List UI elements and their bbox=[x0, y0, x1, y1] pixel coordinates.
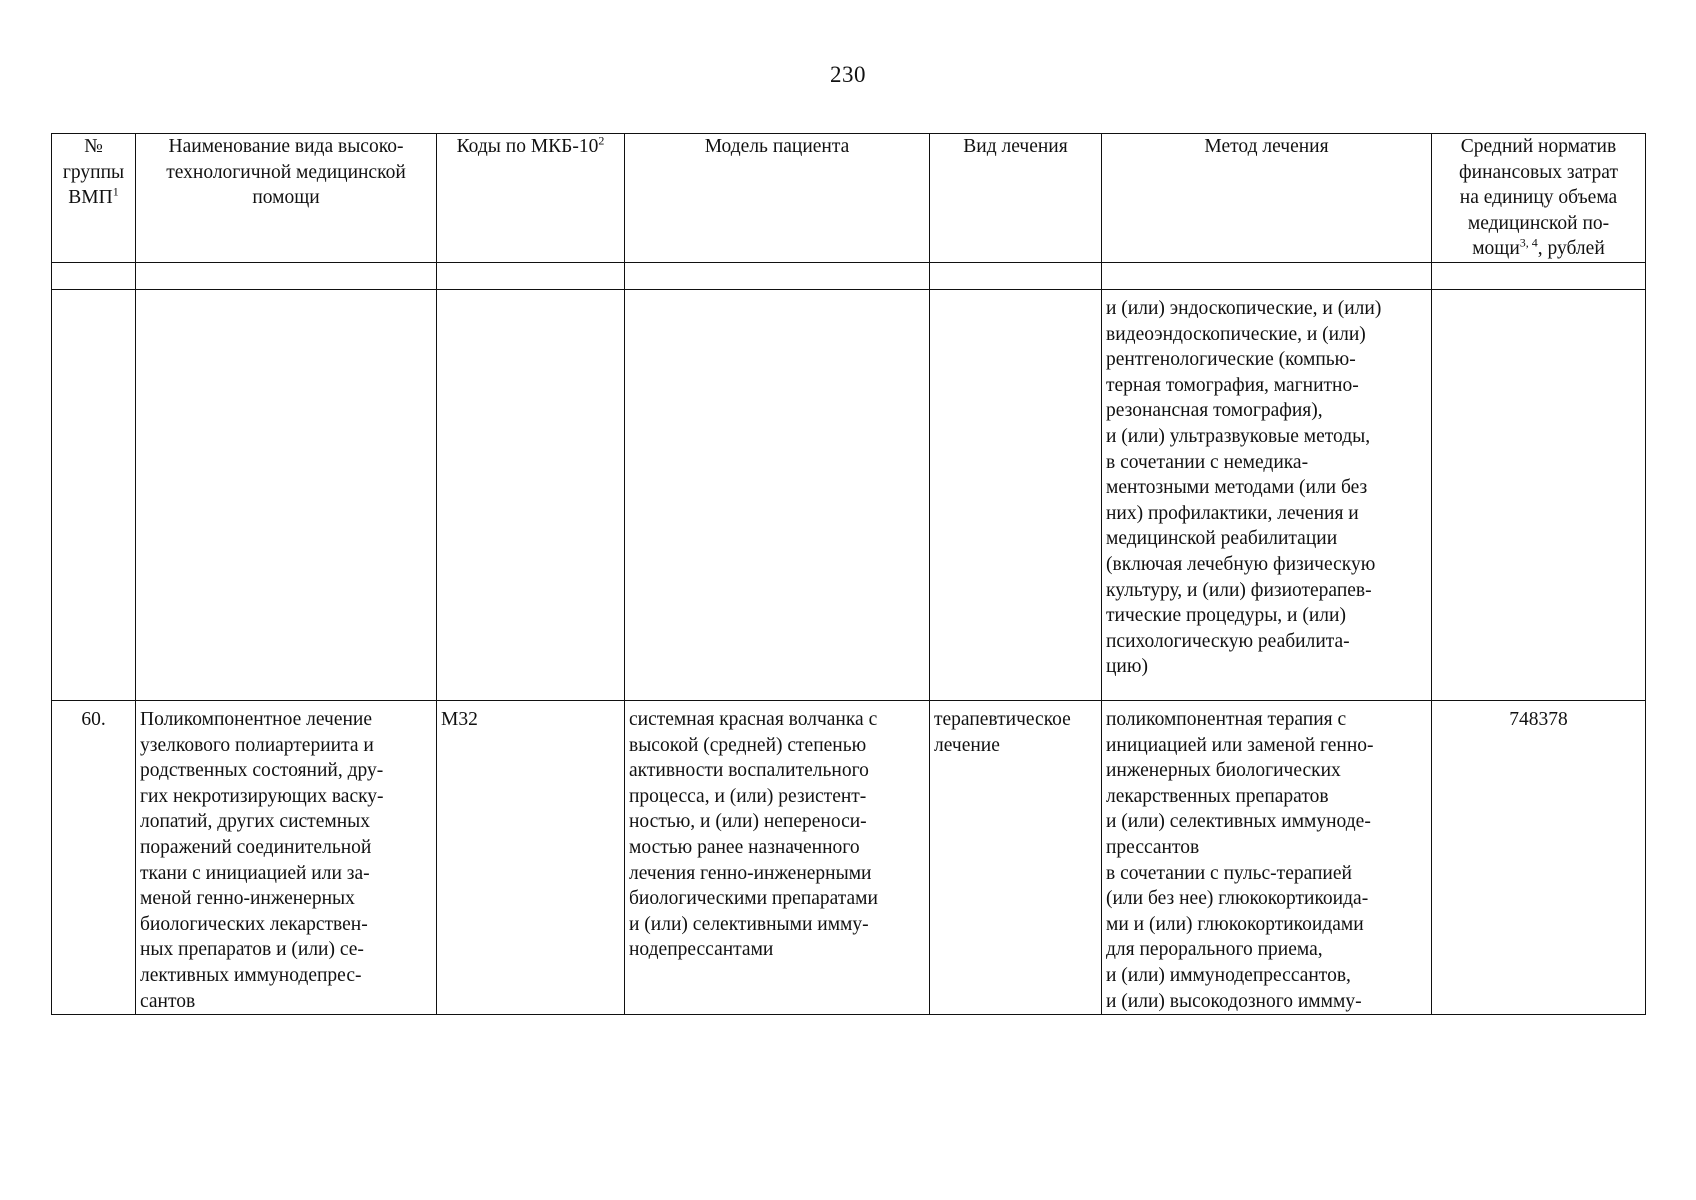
row60-group-number bbox=[52, 700, 136, 1014]
cont-patient-model bbox=[625, 289, 930, 700]
spacer-cell bbox=[1432, 262, 1646, 289]
row60-average-cost-text: 748378 bbox=[1509, 708, 1568, 730]
row60-patient-model-text: системная красная волчанка с высокой (средней) степенью активности воспалительного процесса, и (или) резистент- ностью, и (или) непереноси- мостью ранее назначенного лечения генно-инженерными биологическими препаратами и (или) селективными имму- нодепрессантами bbox=[629, 708, 878, 961]
row60-care-type-name-text: Поликомпонентное лечение узелкового полиартериита и родственных состояний, дру- гих некротизирующих васку- лопатий, других системных поражений соединительной ткани с инициацией или за- меной генно-инженерных биологических лекарствен- ных препаратов и (или) се- лективных иммунодепрес- сантов bbox=[140, 708, 384, 1012]
spacer-cell bbox=[437, 262, 625, 289]
header-group-number-text: № группы ВМП bbox=[62, 136, 125, 209]
row60-care-type-name bbox=[136, 700, 437, 1014]
header-treatment-type-text: Вид лечения bbox=[963, 136, 1068, 157]
header-treatment-method-text: Метод лечения bbox=[1204, 136, 1329, 157]
header-patient-model-text: Модель пациента bbox=[704, 136, 850, 157]
row60-treatment-type-text: терапевтическое лечение bbox=[934, 708, 1071, 756]
header-care-type-name bbox=[136, 134, 437, 263]
header-patient-model bbox=[625, 134, 930, 263]
cont-group-number bbox=[52, 289, 136, 700]
header-group-number bbox=[52, 134, 136, 263]
cont-care-type-name bbox=[136, 289, 437, 700]
cont-treatment-type bbox=[930, 289, 1102, 700]
row60-patient-model bbox=[625, 700, 930, 1014]
row60-treatment-method bbox=[1102, 700, 1432, 1014]
row60-icd-codes bbox=[437, 700, 625, 1014]
spacer-row bbox=[52, 262, 1646, 289]
footnote-2: 2 bbox=[598, 133, 605, 148]
vmp-table bbox=[51, 133, 1646, 1015]
table-row-60 bbox=[52, 700, 1646, 1014]
spacer-cell bbox=[625, 262, 930, 289]
header-average-cost-suffix: , рублей bbox=[1537, 238, 1605, 260]
header-row bbox=[52, 134, 1646, 263]
spacer-cell bbox=[52, 262, 136, 289]
page-number: 230 bbox=[830, 62, 866, 87]
header-treatment-type bbox=[930, 134, 1102, 263]
header-treatment-method bbox=[1102, 134, 1432, 263]
row60-group-number-text: 60. bbox=[81, 708, 106, 730]
continuation-row bbox=[52, 289, 1646, 700]
cont-icd-codes bbox=[437, 289, 625, 700]
header-average-cost bbox=[1432, 134, 1646, 263]
footnote-1: 1 bbox=[112, 184, 119, 199]
header-care-type-name-text: Наименование вида высоко- технологичной медицинской помощи bbox=[166, 136, 406, 209]
row60-average-cost bbox=[1432, 700, 1646, 1014]
spacer-cell bbox=[930, 262, 1102, 289]
header-icd-codes-text: Коды по МКБ-10 bbox=[456, 136, 599, 157]
row60-treatment-type bbox=[930, 700, 1102, 1014]
cont-treatment-method-text: и (или) эндоскопические, и (или) видеоэндоскопические, и (или) рентгенологические (компью- терная томография, магнитно- резонансная томография), и (или) ультразвуковые методы, в сочетании с немедика- ментозными методами (или без них) профилактики, лечения и медицинской реабилитации (включая лечебную физическую культуру, и (или) физиотерапев- тические процедуры, и (или) психологическую реабилита- цию) bbox=[1106, 297, 1382, 678]
spacer-cell bbox=[1102, 262, 1432, 289]
row60-treatment-method-text: поликомпонентная терапия с инициацией или заменой генно- инженерных биологических лекарственных препаратов и (или) селективных иммуноде- прессантов в сочетании с пульс-терапией (или без нее) глюкокортикоида- ми и (или) глюкокортикоидами для перорального приема, и (или) иммунодепрессантов, и (или) высокодозного иммму- bbox=[1106, 708, 1374, 1012]
header-icd-codes bbox=[437, 134, 625, 263]
cont-treatment-method bbox=[1102, 289, 1432, 700]
spacer-cell bbox=[136, 262, 437, 289]
cont-average-cost bbox=[1432, 289, 1646, 700]
header-average-cost-text: Средний норматив финансовых затрат на единицу объема медицинской по- мощи bbox=[1459, 136, 1618, 260]
row60-icd-codes-text: М32 bbox=[441, 708, 478, 730]
footnote-3-4: 3, 4 bbox=[1519, 235, 1538, 250]
